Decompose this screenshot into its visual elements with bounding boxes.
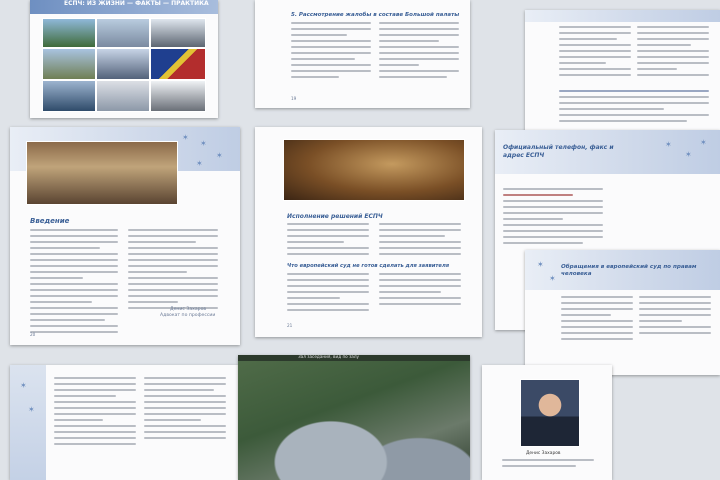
applicant-col-1 xyxy=(559,26,631,80)
history-heading: Исполнение решений ЕСПЧ xyxy=(287,213,383,220)
appeal-col-1 xyxy=(561,296,633,344)
star-icon: ✶ xyxy=(200,139,207,148)
photo-building-8 xyxy=(150,80,206,112)
photo-building-5 xyxy=(96,48,150,80)
portrait-name: Денис Захаров xyxy=(526,451,561,456)
page-portrait xyxy=(482,365,612,480)
star-icon: ✶ xyxy=(182,133,189,142)
page-header-band xyxy=(525,10,720,22)
page-aerial xyxy=(238,355,470,480)
bottom-left-col-1 xyxy=(54,377,136,449)
page-number: 20 xyxy=(30,332,36,337)
page-intro xyxy=(10,127,240,345)
photo-building-6 xyxy=(42,80,96,112)
page-number: 21 xyxy=(287,323,293,328)
cover-banner-text: ЕСПЧ: ИЗ ЖИЗНИ — ФАКТЫ — ПРАКТИКА xyxy=(64,0,209,7)
page-photos xyxy=(30,0,218,118)
page-applicant-right xyxy=(525,10,720,138)
star-icon: ✶ xyxy=(20,381,27,390)
star-icon: ✶ xyxy=(685,150,692,159)
star-icon: ✶ xyxy=(28,405,35,414)
page-number: 19 xyxy=(291,96,297,101)
intro-col-2 xyxy=(128,229,218,313)
page-bottom-left xyxy=(10,365,238,480)
page-execution xyxy=(255,127,482,337)
section-heading: Что европейский суд не готов сделать для заявителя xyxy=(287,263,450,269)
execution-col-1 xyxy=(287,223,369,259)
bottom-left-band xyxy=(10,365,46,480)
applicant-wide-block xyxy=(559,90,709,126)
star-icon: ✶ xyxy=(549,274,556,283)
execution-col-2 xyxy=(379,223,461,259)
bottom-left-col-2 xyxy=(144,377,226,443)
page-grand-chamber xyxy=(255,0,470,108)
section-col-1 xyxy=(287,273,369,315)
appeal-heading: Обращения в европейский суд по правам человека xyxy=(561,264,697,277)
photo-building-2 xyxy=(96,18,150,48)
appeal-col-2 xyxy=(639,296,711,338)
photo-flags xyxy=(150,48,206,80)
star-icon: ✶ xyxy=(196,159,203,168)
applicant-col-2 xyxy=(637,26,709,80)
portrait-caption xyxy=(502,459,594,471)
photo-caption: Зал заседания, вид по залу xyxy=(298,355,360,359)
photo-gavel xyxy=(283,139,465,201)
star-icon: ✶ xyxy=(700,138,707,147)
page-appeal xyxy=(525,250,720,375)
photo-building-7 xyxy=(96,80,150,112)
photo-building-1 xyxy=(42,18,96,48)
star-icon: ✶ xyxy=(537,260,544,269)
section-col-2 xyxy=(379,273,461,309)
photo-courtroom xyxy=(26,141,178,205)
aerial-photo xyxy=(238,361,470,480)
intro-col-1 xyxy=(30,229,118,337)
star-icon: ✶ xyxy=(216,151,223,160)
contacts-heading: Официальный телефон, факс и адрес ЕСПЧ xyxy=(503,144,614,159)
intro-signature: Денис Захаров xyxy=(170,307,207,312)
star-icon: ✶ xyxy=(665,140,672,149)
portrait-photo xyxy=(520,379,580,447)
section-b-heading: 5. Рассмотрение жалобы в составе Большой палаты xyxy=(291,12,460,18)
grand-chamber-col-2 xyxy=(379,22,459,82)
photo-building-4 xyxy=(42,48,96,80)
photo-building-3 xyxy=(150,18,206,48)
intro-heading: Введение xyxy=(30,217,70,225)
grand-chamber-col-1 xyxy=(291,22,371,82)
intro-signature-role: Адвокат по профессии xyxy=(160,313,216,318)
contacts-col-1 xyxy=(503,188,603,248)
